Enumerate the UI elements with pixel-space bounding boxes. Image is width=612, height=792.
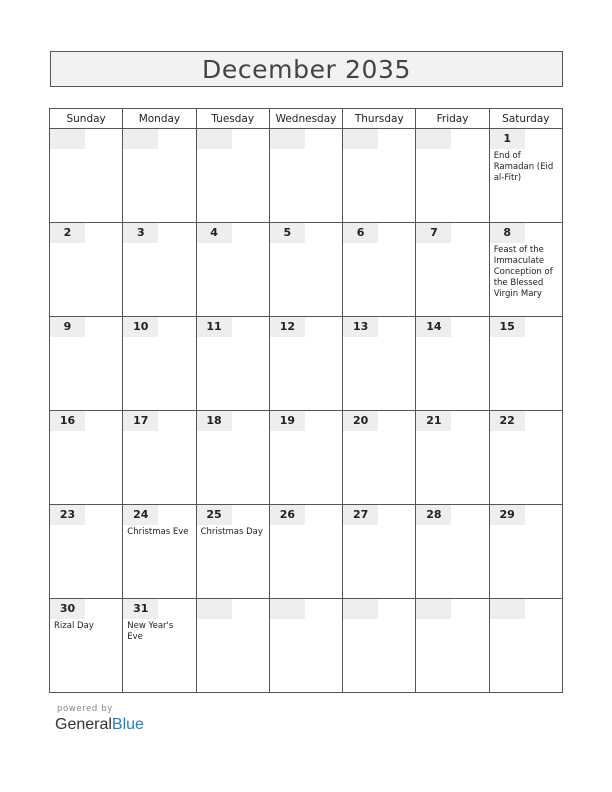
day-cell[interactable] — [343, 599, 416, 693]
day-number: 8 — [503, 226, 512, 239]
day-number-badge — [270, 317, 305, 337]
day-number-badge — [50, 505, 85, 525]
day-cell[interactable] — [343, 411, 416, 505]
day-cell[interactable] — [123, 505, 196, 599]
day-number-badge — [123, 411, 158, 431]
week-row — [50, 411, 563, 505]
day-number-badge — [50, 411, 85, 431]
week-row — [50, 223, 563, 317]
day-number-badge — [123, 599, 158, 619]
day-number-badge — [270, 599, 305, 619]
day-number-badge — [270, 223, 305, 243]
day-cell[interactable] — [123, 223, 196, 317]
day-cell[interactable] — [416, 411, 489, 505]
day-cell[interactable] — [269, 129, 342, 223]
day-number: 5 — [283, 226, 292, 239]
holiday-label: Christmas Day — [200, 527, 263, 537]
day-number-badge — [197, 599, 232, 619]
day-number: 7 — [430, 226, 438, 239]
day-number: 13 — [352, 320, 369, 333]
day-cell[interactable] — [489, 129, 562, 223]
day-number-badge — [416, 129, 451, 149]
day-number-badge — [490, 505, 525, 525]
day-cell[interactable] — [196, 505, 269, 599]
day-number: 1 — [503, 132, 512, 145]
day-cell[interactable] — [50, 223, 123, 317]
day-number: 10 — [133, 320, 149, 333]
day-number-badge — [123, 317, 158, 337]
day-cell[interactable] — [489, 223, 562, 317]
day-number-badge — [416, 411, 451, 431]
weekday-header-row — [50, 109, 563, 129]
weekday-header: Tuesday — [196, 109, 269, 129]
week-row — [50, 599, 563, 693]
day-cell[interactable] — [489, 411, 562, 505]
day-number-badge — [490, 599, 525, 619]
day-cell[interactable] — [489, 317, 562, 411]
day-number-badge — [270, 505, 305, 525]
day-cell[interactable] — [50, 411, 123, 505]
day-cell[interactable] — [489, 505, 562, 599]
weekday-header: Monday — [123, 109, 196, 129]
brand-blue-text: Blue — [111, 716, 144, 733]
day-number-badge — [197, 223, 232, 243]
day-number-badge — [490, 129, 525, 149]
day-number-badge — [343, 129, 378, 149]
day-number: 4 — [210, 226, 218, 239]
day-number: 25 — [206, 508, 222, 521]
weekday-header: Friday — [416, 109, 489, 129]
day-number: 9 — [63, 320, 72, 333]
day-cell[interactable] — [269, 411, 342, 505]
calendar-title-box — [50, 51, 563, 87]
holiday-label: Rizal Day — [54, 621, 94, 631]
day-cell[interactable] — [343, 505, 416, 599]
day-number-badge — [490, 223, 525, 243]
day-number-badge — [343, 505, 378, 525]
day-number: 15 — [499, 320, 515, 333]
day-number: 21 — [426, 414, 442, 427]
day-number-badge — [50, 599, 85, 619]
day-number-badge — [416, 317, 451, 337]
day-number: 12 — [279, 320, 295, 333]
week-row — [50, 129, 563, 223]
weekday-header: Saturday — [489, 109, 562, 129]
day-cell[interactable] — [123, 599, 196, 693]
day-cell[interactable] — [50, 129, 123, 223]
day-number: 2 — [63, 226, 72, 239]
day-number: 19 — [279, 414, 295, 427]
day-cell[interactable] — [123, 317, 196, 411]
day-number: 31 — [133, 602, 149, 615]
day-number-badge — [123, 223, 158, 243]
day-cell[interactable] — [196, 599, 269, 693]
day-number-badge — [416, 505, 451, 525]
brand-general-text: General — [55, 716, 112, 733]
day-number-badge — [343, 599, 378, 619]
day-number-badge — [270, 411, 305, 431]
day-number: 26 — [279, 508, 295, 521]
day-number: 30 — [59, 602, 76, 615]
holiday-label: New Year's Eve — [127, 621, 174, 642]
day-number: 3 — [136, 226, 145, 239]
holiday-label: Feast of the Immaculate Conception of the Blessed Virgin Mary — [493, 245, 553, 299]
day-number: 23 — [59, 508, 76, 521]
day-number: 14 — [426, 320, 442, 333]
day-cell[interactable] — [196, 411, 269, 505]
day-number: 11 — [206, 320, 222, 333]
weekday-header: Sunday — [50, 109, 123, 129]
day-number: 28 — [426, 508, 442, 521]
calendar-grid — [49, 108, 563, 693]
day-number-badge — [343, 411, 378, 431]
day-number-badge — [416, 223, 451, 243]
day-number-badge — [197, 129, 232, 149]
day-number-badge — [50, 223, 85, 243]
day-cell[interactable] — [416, 223, 489, 317]
day-cell[interactable] — [123, 129, 196, 223]
week-row — [50, 317, 563, 411]
day-number: 18 — [206, 414, 222, 427]
day-cell[interactable] — [269, 505, 342, 599]
day-cell[interactable] — [416, 317, 489, 411]
day-number: 6 — [356, 226, 365, 239]
weekday-header: Wednesday — [269, 109, 342, 129]
day-number: 29 — [499, 508, 515, 521]
day-number-badge — [343, 223, 378, 243]
day-cell[interactable] — [196, 129, 269, 223]
day-number-badge — [416, 599, 451, 619]
day-cell[interactable] — [196, 223, 269, 317]
day-number-badge — [197, 317, 232, 337]
day-number: 24 — [133, 508, 149, 521]
generalblue-logo — [55, 716, 144, 734]
calendar-title: December 2035 — [201, 54, 411, 84]
day-number-badge — [490, 411, 525, 431]
day-number-badge — [50, 129, 85, 149]
day-cell[interactable] — [269, 317, 342, 411]
powered-by-label: powered by — [57, 704, 113, 714]
day-cell[interactable] — [416, 505, 489, 599]
day-number-badge — [50, 317, 85, 337]
day-cell[interactable] — [50, 505, 123, 599]
day-cell[interactable] — [489, 599, 562, 693]
day-number-badge — [123, 129, 158, 149]
day-cell[interactable] — [50, 599, 123, 693]
day-cell[interactable] — [343, 223, 416, 317]
week-row — [50, 505, 563, 599]
day-cell[interactable] — [343, 129, 416, 223]
day-number-badge — [197, 411, 232, 431]
day-cell[interactable] — [416, 129, 489, 223]
day-number-badge — [123, 505, 158, 525]
calendar-body — [50, 129, 563, 693]
day-number-badge — [490, 317, 525, 337]
day-cell[interactable] — [269, 223, 342, 317]
day-number-badge — [343, 317, 378, 337]
day-number: 27 — [352, 508, 369, 521]
day-cell[interactable] — [50, 317, 123, 411]
day-number-badge — [197, 505, 232, 525]
day-number: 17 — [133, 414, 149, 427]
day-cell[interactable] — [269, 599, 342, 693]
day-number: 22 — [499, 414, 515, 427]
weekday-header: Thursday — [343, 109, 416, 129]
day-cell[interactable] — [123, 411, 196, 505]
day-cell[interactable] — [196, 317, 269, 411]
day-number: 16 — [59, 414, 76, 427]
day-number: 20 — [352, 414, 369, 427]
holiday-label: Christmas Eve — [127, 527, 189, 537]
day-cell[interactable] — [343, 317, 416, 411]
holiday-label: End of Ramadan (Eid al-Fitr) — [493, 151, 554, 183]
day-number-badge — [270, 129, 305, 149]
day-cell[interactable] — [416, 599, 489, 693]
